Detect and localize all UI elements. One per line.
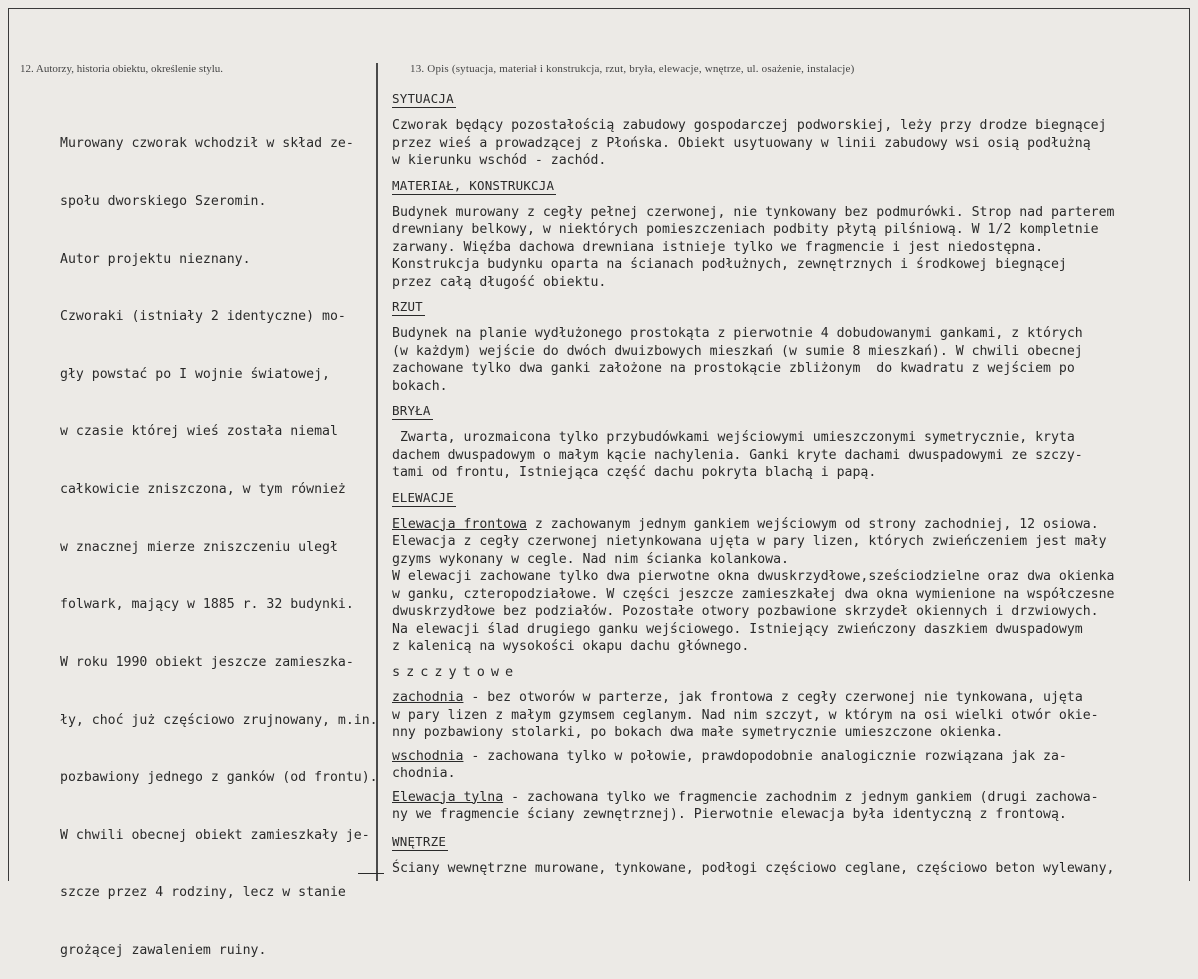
section-material <box>392 175 1172 292</box>
section-elewacje <box>392 487 1172 824</box>
history-line: Autor projektu nieznany. <box>60 251 251 267</box>
elewacja-zachodnia-text: zachodnia - bez otworów w parterze, jak frontowa z cegły czerwonej nie tynkowana, ujęta w pary lizen z małym gzymsem ceglanym. Nad nim szczyt, w którym na osi wielki otwór okie- nny pozbawiony stolarki, po bokach dwa małe symetrycznie umieszczone okienka. <box>392 690 1099 740</box>
history-line: w znacznej mierze zniszczeniu uległ <box>60 539 338 555</box>
history-line: całkowicie zniszczona, w tym również <box>60 482 346 498</box>
elewacja-frontowa-text: Elewacja frontowa z zachowanym jednym gankiem wejściowym od strony zachodniej, 12 osiowa. Elewacja z cegły czerwonej nietynkowana ujęta w pary lizen, których zwieńczeniem jest mały gzyms wykonany w cegle. Nad nim ścianka kolankowa. W elewacji zachowane tylko dwa pierwotne okna dwuskrzydłowe,sześciodzielne oraz dwa okienka w ganku, czteropodziałowe. W części jeszcze zamieszkałej dwa okna wymienione na współczesne dwuskrzydłowe bez podziałów. Pozostałe otwory pozbawione skrzydeł okiennych i drzwiowych. Na elewacji ślad drugiego ganku wejściowego. Istniejący zwieńczony daszkiem dwuspadowym z kalenicą na wysokości okapu dachu głównego. <box>392 516 1115 654</box>
history-line: społu dworskiego Szeromin. <box>60 194 267 210</box>
history-line: Murowany czworak wchodził w skład ze- <box>60 136 354 152</box>
section-wnetrze <box>392 831 1172 878</box>
section-title-material: MATERIAŁ, KONSTRUKCJA <box>392 177 555 193</box>
elewacja-frontowa-label: Elewacja frontowa <box>392 516 527 532</box>
material-text: Budynek murowany z cegły pełnej czerwonej, nie tynkowany bez podmurówki. Strop nad parterem drewniany belkowy, w niektórych pomieszczeniach podbity płytą pilśniową. W 1/2 kompletnie zarwany. Więźba dachowa drewniana istnieje tylko we fragmencie i jest niedostępna. Konstrukcja budynku oparta na ścianach podłużnych, zewnętrznych i środkowej biegnącej przez całą długość obiektu. <box>392 204 1115 290</box>
history-line: folwark, mający w 1885 r. 32 budynki. <box>60 597 354 613</box>
section-sytuacja <box>392 88 1172 170</box>
sytuacja-text: Czworak będący pozostałością zabudowy gospodarczej podworskiej, leży przy drodze biegnącej przez wieś a prowadzącej z Płońska. Obiekt usytuowany w linii zabudowy wsi osią podłużną w kierunku wschód - zachód. <box>392 118 1107 168</box>
elewacja-wschodnia-label: wschodnia <box>392 748 464 764</box>
history-line: grożącej zawaleniem ruiny. <box>60 942 267 958</box>
bryla-text: Zwarta, urozmaicona tylko przybudówkami wejściowymi umieszczonymi symetrycznie, kryta dachem dwuspadowym o małym kącie nachylenia. Ganki kryte dachami dwuspadowymi ze szczy- tami od frontu, Istniejąca część dachu pokryta blachą i papą. <box>392 430 1083 480</box>
history-text <box>60 96 380 979</box>
elewacja-zachodnia-label: zachodnia <box>392 690 464 705</box>
section-title-bryla: BRYŁA <box>392 403 431 418</box>
history-line: gły powstać po I wojnie światowej, <box>60 366 330 382</box>
section-bryla <box>392 400 1172 482</box>
rzut-text: Budynek na planie wydłużonego prostokąta z pierwotnie 4 dobudowanymi gankami, z których (w każdym) wejście do dwóch dwuizbowych mieszkań (w sumie 8 mieszkań). W chwili obecnej zachowane tylko dwa ganki założone na prostokącie zbliżonym do kwadratu z wejściem po bokach. <box>392 326 1083 394</box>
continuation-leader-line <box>358 873 384 874</box>
right-column-header: 13. Opis (sytuacja, materiał i konstrukcja, rzut, bryła, elewacje, wnętrze, ul. osażenie, instalacje) <box>410 63 855 75</box>
history-line: ły, choć już częściowo zrujnowany, m.in. <box>60 712 378 728</box>
history-line: pozbawiony jednego z ganków (od frontu). <box>60 770 378 786</box>
history-line: w czasie której wieś została niemal <box>60 424 338 440</box>
elewacja-tylna-text: Elewacja tylna - zachowana tylko we fragmencie zachodnim z jednym gankiem (drugi zachowa- ny we fragmencie ściany zewnętrznej). Pierwotnie elewacja była identyczną z frontową. <box>392 789 1099 822</box>
szczytowe-label: szczytowe <box>392 663 520 680</box>
history-line: Czworaki (istniały 2 identyczne) mo- <box>60 309 346 325</box>
section-title-elewacje: ELEWACJE <box>392 489 454 505</box>
section-title-sytuacja: SYTUACJA <box>392 91 454 106</box>
section-rzut <box>392 296 1172 395</box>
section-title-rzut: RZUT <box>392 299 423 314</box>
history-line: szcze przez 4 rodziny, lecz w stanie <box>60 885 346 901</box>
history-line: W chwili obecnej obiekt zamieszkały je- <box>60 827 370 843</box>
left-column-header: 12. Autorzy, historia obiektu, określenie stylu. <box>20 63 224 75</box>
history-line: W roku 1990 obiekt jeszcze zamieszka- <box>60 654 354 670</box>
wnetrze-text: Ściany wewnętrzne murowane, tynkowane, podłogi częściowo ceglane, częściowo beton wylewany, <box>392 860 1115 876</box>
elewacja-tylna-label: Elewacja tylna <box>392 789 504 805</box>
section-title-wnetrze: WNĘTRZE <box>392 833 447 849</box>
elewacja-wschodnia-text: wschodnia - zachowana tylko w połowie, prawdopodobnie analogicznie rozwiązana jak za- chodnia. <box>392 748 1067 781</box>
description-column <box>392 88 1172 877</box>
